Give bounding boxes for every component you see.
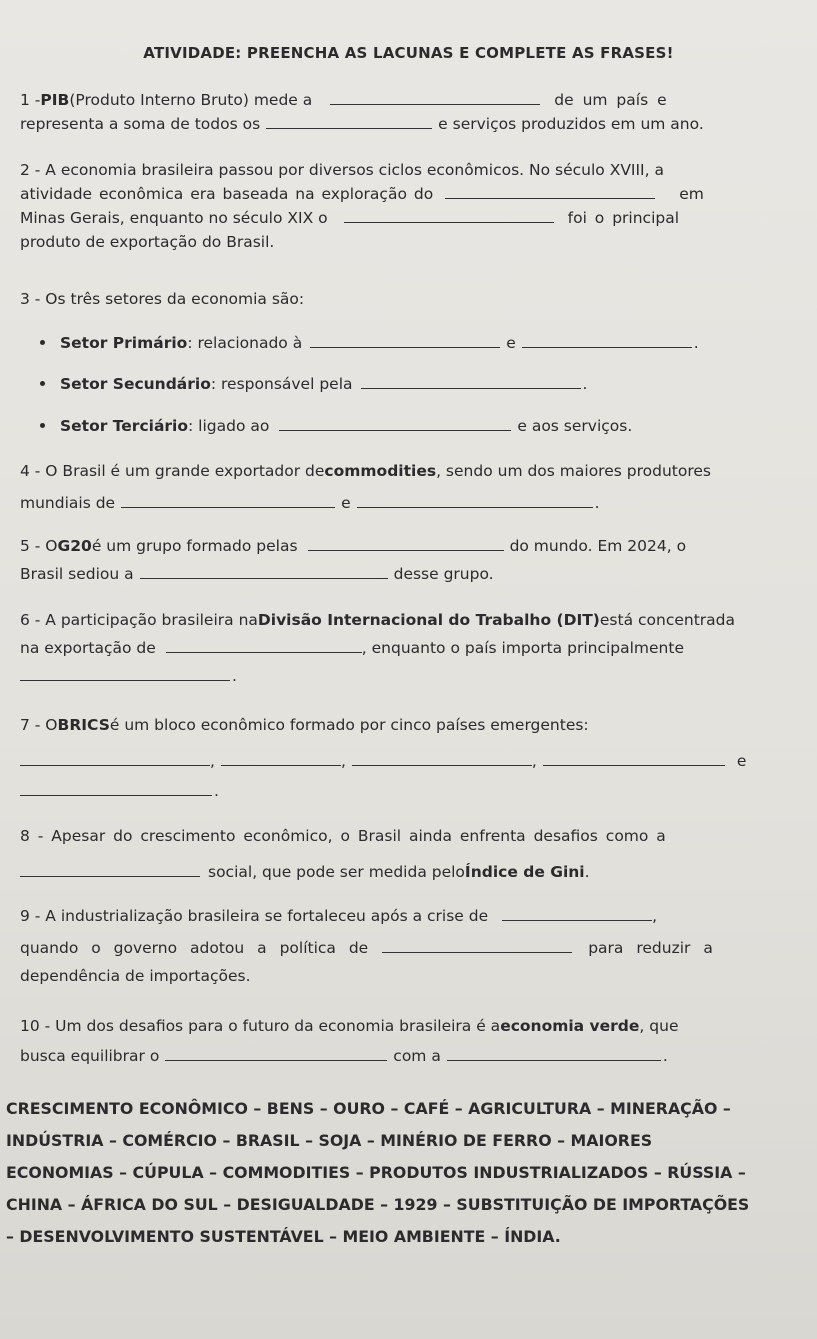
blank[interactable]	[20, 664, 230, 681]
blank[interactable]	[344, 206, 554, 223]
blank[interactable]	[166, 636, 362, 653]
word-bank-line: INDÚSTRIA – COMÉRCIO – BRASIL – SOJA – MINÉRIO DE FERRO – MAIORES	[6, 1131, 653, 1150]
bullet-terciario: Setor Terciário : ligado ao e aos serviços.	[60, 414, 632, 435]
blank[interactable]	[20, 749, 210, 766]
question-3: 3 - Os três setores da economia são:	[20, 290, 305, 308]
question-5: 5 - O G20 é um grupo formado pelas do mundo. Em 2024, o Brasil sediou a desse grupo.	[20, 534, 796, 586]
blank[interactable]	[20, 860, 200, 877]
bullet-dot	[40, 381, 45, 386]
blank[interactable]	[308, 534, 504, 551]
blank[interactable]	[352, 749, 532, 766]
blank[interactable]	[445, 182, 655, 199]
word-bank-line: ECONOMIAS – CÚPULA – COMMODITIES – PRODUTOS INDUSTRIALIZADOS – RÚSSIA –	[6, 1163, 746, 1182]
word-bank-line: – DESENVOLVIMENTO SUSTENTÁVEL – MEIO AMBIENTE – ÍNDIA.	[6, 1227, 561, 1246]
blank[interactable]	[502, 904, 652, 921]
question-8: 8 - Apesar do crescimento econômico, o Brasil ainda enfrenta desafios como a social, que pode ser medida pelo Índice de Gini .	[20, 827, 666, 881]
blank[interactable]	[361, 372, 581, 389]
blank[interactable]	[522, 331, 692, 348]
question-10: 10 - Um dos desafios para o futuro da economia brasileira é a economia verde , que busca equilibrar o com a .	[20, 1017, 679, 1065]
blank[interactable]	[121, 491, 335, 508]
question-4: 4 - O Brasil é um grande exportador de commodities , sendo um dos maiores produtores mundiais de e .	[20, 462, 711, 512]
blank[interactable]	[279, 414, 511, 431]
blank[interactable]	[310, 331, 500, 348]
blank[interactable]	[140, 562, 388, 579]
bullet-secundario: Setor Secundário : responsável pela .	[60, 372, 587, 393]
word-bank	[6, 1093, 806, 1253]
question-1: 1 - PIB (Produto Interno Bruto) mede a de um país e representa a soma de todos os e serviços produzidos em um ano.	[20, 88, 796, 136]
word-bank-line: CHINA – ÁFRICA DO SUL – DESIGUALDADE – 1929 – SUBSTITUIÇÃO DE IMPORTAÇÕES	[6, 1195, 750, 1214]
question-9: 9 - A industrialização brasileira se fortaleceu após a crise de , quando o governo adotou a política de para reduzir a dependência de importações.	[20, 904, 796, 988]
blank[interactable]	[382, 936, 572, 953]
blank[interactable]	[330, 88, 540, 105]
blank[interactable]	[165, 1044, 387, 1061]
question-7: 7 - O BRICS é um bloco econômico formado por cinco países emergentes: , , , e .	[20, 716, 747, 800]
page-title: ATIVIDADE: PREENCHA AS LACUNAS E COMPLETE AS FRASES!	[143, 44, 674, 62]
blank[interactable]	[20, 779, 212, 796]
question-6: 6 - A participação brasileira na Divisão Internacional do Trabalho (DIT) está concentrada na exportação de , enquanto o país importa principalmente .	[20, 611, 735, 685]
bullet-primario: Setor Primário : relacionado à e .	[60, 331, 699, 352]
bullet-dot	[40, 423, 45, 428]
blank[interactable]	[447, 1044, 661, 1061]
blank[interactable]	[221, 749, 341, 766]
blank[interactable]	[357, 491, 593, 508]
word-bank-line: CRESCIMENTO ECONÔMICO – BENS – OURO – CAFÉ – AGRICULTURA – MINERAÇÃO –	[6, 1099, 731, 1118]
bullet-dot	[40, 340, 45, 345]
blank[interactable]	[266, 112, 432, 129]
question-2: 2 - A economia brasileira passou por diversos ciclos econômicos. No século XVIII, a atividade econômica era baseada na exploração do em Minas Gerais, enquanto no século XIX o foi o principal produto de exportação do Brasil.	[20, 161, 704, 251]
blank[interactable]	[543, 749, 725, 766]
